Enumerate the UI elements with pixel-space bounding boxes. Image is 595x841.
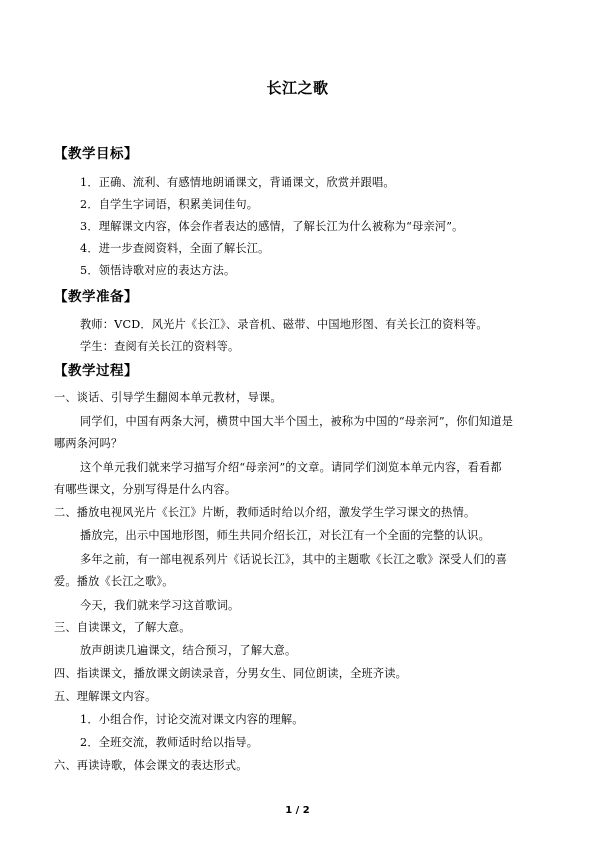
process-line: 1．小组合作，讨论交流对课文内容的理解。 <box>80 713 304 726</box>
section-heading-goals: 【教学目标】 <box>54 146 138 162</box>
process-line: 这个单元我们就来学习描写介绍“母亲河”的文章。请同学们浏览本单元内容，看看都 <box>80 461 502 474</box>
process-line: 有哪些课文，分别写得是什么内容。 <box>54 483 237 496</box>
process-line: 四、指读课文，播放课文朗读录音，分男女生、同位朗读，全班齐读。 <box>54 667 408 680</box>
process-line: 六、再读诗歌，体会课文的表达形式。 <box>54 759 248 772</box>
preparation-item: 教师：VCD．风光片《长江》、录音机、磁带、中国地形图、有关长江的资料等。 <box>80 318 488 331</box>
process-line: 一、谈话、引导学生翻阅本单元教材，导课。 <box>54 391 282 404</box>
goal-item: 2．自学生字词语，积累美词佳句。 <box>80 198 259 211</box>
goal-item: 4．进一步查阅资料，全面了解长江。 <box>80 242 270 255</box>
preparation-item: 学生：查阅有关长江的资料等。 <box>80 340 240 353</box>
goal-item: 3．理解课文内容，体会作者表达的感情，了解长江为什么被称为“母亲河”。 <box>80 220 464 233</box>
goal-item: 5．领悟诗歌对应的表达方法。 <box>80 264 236 277</box>
page-number: 1 / 2 <box>285 805 310 816</box>
process-line: 今天，我们就来学习这首歌词。 <box>80 599 240 612</box>
process-line: 五、理解课文内容。 <box>54 690 157 703</box>
process-line: 2．全班交流，教师适时给以指导。 <box>80 736 259 749</box>
page-title: 长江之歌 <box>266 79 329 97</box>
section-heading-process: 【教学过程】 <box>54 363 138 379</box>
process-line: 放声朗读几遍课文，结合预习，了解大意。 <box>80 644 297 657</box>
process-line: 同学们，中国有两条大河，横贯中国大半个国土，被称为中国的“母亲河”，你们知道是 <box>80 415 514 428</box>
section-heading-preparation: 【教学准备】 <box>54 289 138 305</box>
process-line: 多年之前，有一部电视系列片《话说长江》，其中的主题歌《长江之歌》深受人们的喜 <box>80 553 508 566</box>
goal-item: 1．正确、流利、有感情地朗诵课文，背诵课文，欣赏并跟唱。 <box>80 176 395 189</box>
process-line: 爱。播放《长江之歌》。 <box>54 575 174 588</box>
process-line: 哪两条河吗？ <box>54 437 123 450</box>
process-line: 三、自读课文，了解大意。 <box>54 621 191 634</box>
process-line: 二、播放电视风光片《长江》片断，教师适时给以介绍，激发学生学习课文的热情。 <box>54 506 476 519</box>
process-line: 播放完，出示中国地形图，师生共同介绍长江，对长江有一个全面的完整的认识。 <box>80 529 490 542</box>
